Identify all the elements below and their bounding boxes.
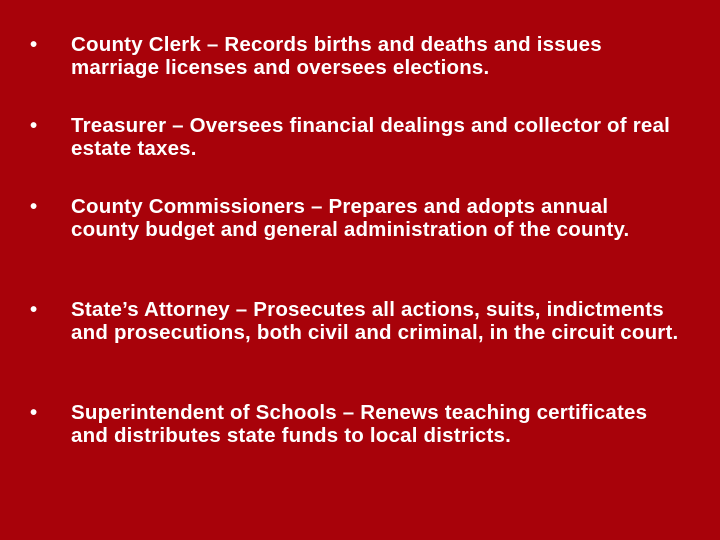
bullet-point: •	[30, 401, 38, 424]
bullet-point: •	[30, 33, 38, 56]
bullet-point: •	[30, 298, 38, 321]
bullet-item-states-attorney	[30, 298, 680, 344]
bullet-point: •	[30, 195, 38, 218]
bullet-item-superintendent-of-schools	[30, 401, 680, 447]
bullet-item-treasurer	[30, 114, 680, 160]
bullet-text: County Clerk – Records births and deaths and issues marriage licenses and oversees elections.	[71, 33, 602, 79]
bullet-point: •	[30, 114, 38, 137]
bullet-text: Treasurer – Oversees financial dealings and collector of real estate taxes.	[71, 114, 670, 160]
bullet-text: Superintendent of Schools – Renews teaching certificates and distributes state funds to local districts.	[71, 401, 648, 447]
bullet-text: State’s Attorney – Prosecutes all actions, suits, indictments and prosecutions, both civil and criminal, in the circuit court.	[71, 298, 679, 344]
bullet-item-county-clerk	[30, 33, 680, 79]
bullet-item-county-commissioners	[30, 195, 680, 241]
bullet-text: County Commissioners – Prepares and adopts annual county budget and general administration of the county.	[71, 195, 630, 241]
